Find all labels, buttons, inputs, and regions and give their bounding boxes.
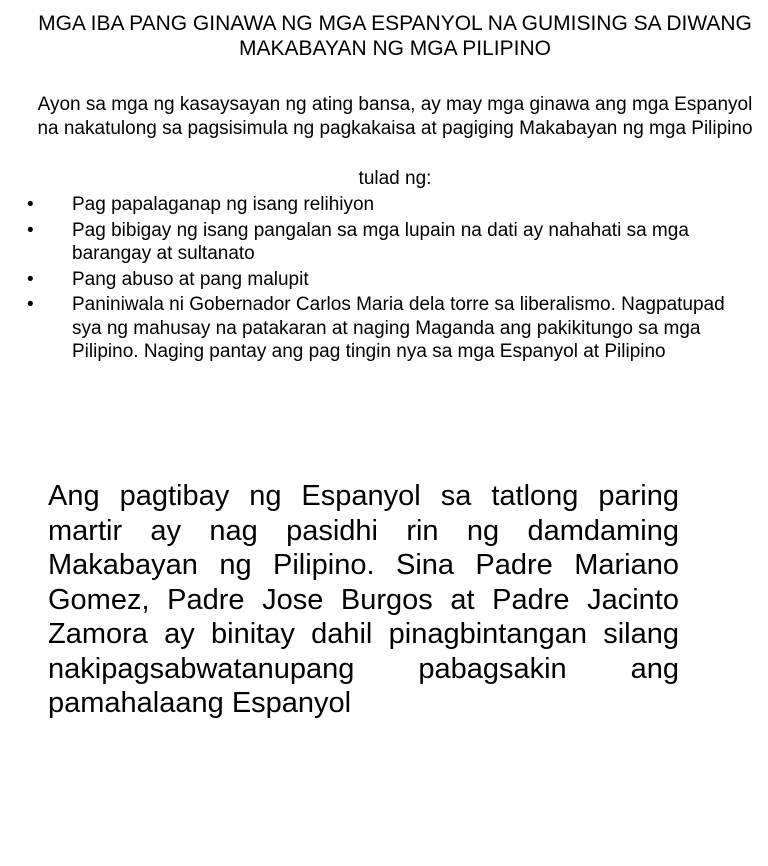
intro-text: Ayon sa mga ng kasaysayan ng ating bansa, ay may mga ginawa ang mga Espanyol na nakatulong sa pagsisimula ng pagkakaisa at pagiging Makabayan ng mga Pilipino [37,94,753,139]
list-lead-in: tulad ng: [358,168,432,189]
bullet-icon: • [27,219,34,241]
list-item [0,293,768,364]
bullet-icon: • [27,194,34,215]
list-item [0,193,768,217]
list-item-text: Pag papalaganap ng isang relihiyon [72,194,375,215]
bullet-list [0,193,768,366]
bullet-icon: • [27,294,34,315]
list-item-text: Paniniwala ni Gobernador Carlos Maria dela torre sa liberalismo. Nagpatupad sya ng mahusay na patakaran at naging Maganda ang pakikitungo sa mga Pilipino. Naging pantay ang pag tingin nya sa mga Espanyol at Pilipino [72,294,725,362]
page-title: MGA IBA PANG GINAWA NG MGA ESPANYOL NA GUMISING SA DIWANG MAKABAYAN NG MGA PILIPINO [38,12,752,60]
list-item-text: Pang abuso at pang malupit [72,268,309,290]
list-item [0,219,768,266]
martyrs-paragraph: Ang pagtibay ng Espanyol sa tatlong paring martir ay nag pasidhi rin ng damdaming Makabayan ng Pilipino. Sina Padre Mariano Gomez, Padre Jose Burgos at Padre Jacinto Zamora ay binitay dahil pinagbintangan silang nakipagsabwatanupang pabagsakin ang pamahalaang Espanyol [48,480,679,719]
list-item [0,268,768,292]
bullet-icon: • [27,268,34,290]
list-item-text: Pag bibigay ng isang pangalan sa mga lupain na dati ay nahahati sa mga barangay at sultanato [72,219,689,264]
